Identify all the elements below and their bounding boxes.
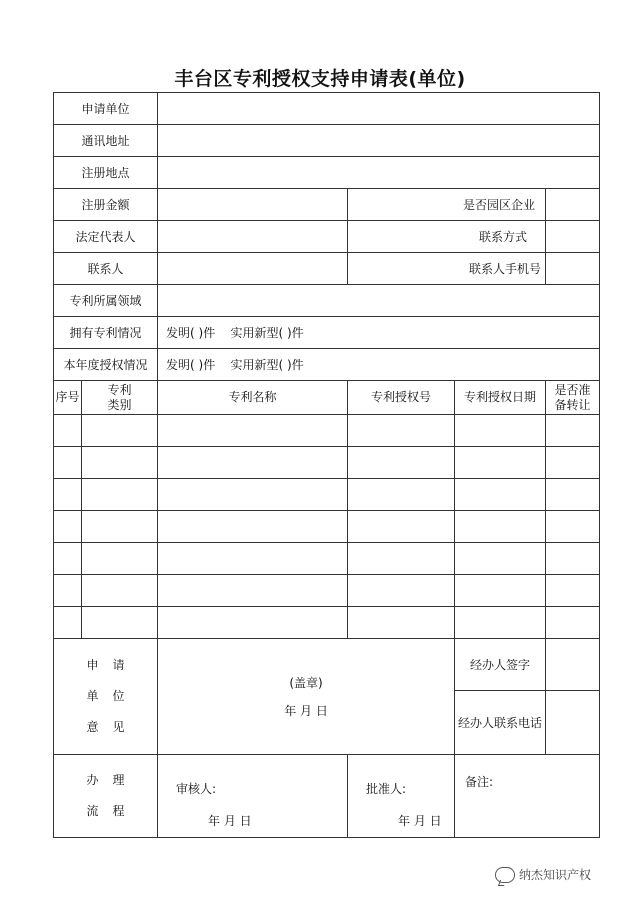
handler-phone-label: 经办人联系电话: [455, 691, 546, 755]
table-cell[interactable]: [54, 575, 82, 607]
legal-rep-field[interactable]: [158, 221, 348, 253]
owned-patents-label: 拥有专利情况: [54, 317, 158, 349]
address-label: 通讯地址: [54, 125, 158, 157]
row-opinion-top: [54, 639, 600, 691]
col-type: [82, 381, 158, 415]
contact-method-label: 联系方式: [348, 221, 546, 253]
contact-person-field[interactable]: [158, 253, 348, 285]
row-legal-rep: [54, 221, 600, 253]
process-label-line1: 办理: [86, 773, 139, 787]
table-cell[interactable]: [455, 415, 546, 447]
table-row: [54, 479, 600, 511]
patent-field-label: 专利所属领域: [54, 285, 158, 317]
handler-sign-label: 经办人签字: [455, 639, 546, 691]
form-title: 丰台区专利授权支持申请表(单位): [174, 68, 466, 90]
remarks-cell[interactable]: [455, 755, 600, 838]
remarks-label: 备注:: [465, 775, 494, 789]
table-cell[interactable]: [348, 543, 455, 575]
row-year-granted: [54, 349, 600, 381]
row-registered-place: [54, 157, 600, 189]
row-address: [54, 125, 600, 157]
table-cell[interactable]: [158, 415, 348, 447]
row-process: [54, 755, 600, 838]
approver-cell[interactable]: [348, 755, 455, 838]
table-cell[interactable]: [348, 479, 455, 511]
col-type-line1: 专利: [107, 382, 132, 397]
table-cell[interactable]: [546, 479, 600, 511]
table-cell[interactable]: [455, 447, 546, 479]
row-registered-capital: [54, 189, 600, 221]
year-granted-field[interactable]: 发明( )件 实用新型( )件: [158, 349, 600, 381]
registered-capital-label: 注册金额: [54, 189, 158, 221]
handler-phone-field[interactable]: [546, 691, 600, 755]
table-cell[interactable]: [82, 447, 158, 479]
table-cell[interactable]: [158, 479, 348, 511]
table-cell[interactable]: [158, 511, 348, 543]
table-cell[interactable]: [455, 543, 546, 575]
opinion-label: [54, 639, 158, 755]
table-cell[interactable]: [54, 543, 82, 575]
table-cell[interactable]: [546, 415, 600, 447]
table-cell[interactable]: [158, 543, 348, 575]
process-label-line2: 流程: [86, 804, 139, 818]
table-cell[interactable]: [82, 607, 158, 639]
reviewer-cell[interactable]: [158, 755, 348, 838]
approver-date: 年 月 日: [398, 814, 442, 828]
col-name: 专利名称: [158, 381, 348, 415]
table-cell[interactable]: [82, 543, 158, 575]
table-row: [54, 575, 600, 607]
seal-text: (盖章): [289, 675, 323, 690]
owned-patents-field[interactable]: 发明( )件 实用新型( )件: [158, 317, 600, 349]
table-row: [54, 447, 600, 479]
watermark-text: 纳杰知识产权: [519, 868, 592, 882]
table-row: [54, 415, 600, 447]
is-park-enterprise-label: 是否园区企业: [348, 189, 546, 221]
col-transfer: [546, 381, 600, 415]
opinion-seal-area[interactable]: [158, 639, 455, 755]
approver-label: 批准人:: [366, 782, 407, 796]
address-field[interactable]: [158, 125, 600, 157]
legal-rep-label: 法定代表人: [54, 221, 158, 253]
registered-place-field[interactable]: [158, 157, 600, 189]
table-cell[interactable]: [455, 575, 546, 607]
year-granted-label: 本年度授权情况: [54, 349, 158, 381]
table-cell[interactable]: [546, 575, 600, 607]
table-cell[interactable]: [54, 479, 82, 511]
table-cell[interactable]: [455, 511, 546, 543]
table-cell[interactable]: [54, 447, 82, 479]
opinion-label-line3: 意见: [86, 720, 139, 734]
table-cell[interactable]: [54, 415, 82, 447]
patent-table-header: [54, 381, 600, 415]
registered-capital-field[interactable]: [158, 189, 348, 221]
opinion-label-line1: 申请: [86, 658, 139, 672]
table-cell[interactable]: [546, 447, 600, 479]
table-cell[interactable]: [82, 415, 158, 447]
row-applicant-unit: [54, 93, 600, 125]
opinion-date: 年 月 日: [284, 703, 328, 718]
table-cell[interactable]: [546, 607, 600, 639]
handler-sign-field[interactable]: [546, 639, 600, 691]
table-row: [54, 511, 600, 543]
col-transfer-line2: 备转让: [554, 397, 591, 412]
table-cell[interactable]: [348, 415, 455, 447]
table-cell[interactable]: [82, 479, 158, 511]
contact-person-label: 联系人: [54, 253, 158, 285]
reviewer-label: 审核人:: [176, 782, 217, 796]
col-type-line2: 类别: [107, 397, 132, 412]
table-cell[interactable]: [82, 511, 158, 543]
table-cell[interactable]: [158, 607, 348, 639]
application-form-table: [53, 92, 600, 838]
table-row: [54, 607, 600, 639]
table-cell[interactable]: [158, 575, 348, 607]
reviewer-date: 年 月 日: [208, 814, 252, 828]
table-cell[interactable]: [348, 575, 455, 607]
col-transfer-line1: 是否准: [554, 382, 591, 397]
table-cell[interactable]: [455, 607, 546, 639]
table-row: [54, 543, 600, 575]
table-cell[interactable]: [82, 575, 158, 607]
table-cell[interactable]: [546, 543, 600, 575]
watermark: [495, 866, 591, 883]
registered-place-label: 注册地点: [54, 157, 158, 189]
table-cell[interactable]: [455, 479, 546, 511]
table-cell[interactable]: [158, 447, 348, 479]
opinion-label-line2: 单位: [86, 689, 139, 703]
col-number: 专利授权号: [348, 381, 455, 415]
contact-mobile-label: 联系人手机号: [348, 253, 546, 285]
applicant-unit-label: 申请单位: [54, 93, 158, 125]
row-owned-patents: [54, 317, 600, 349]
contact-method-field[interactable]: [546, 221, 600, 253]
col-serial: 序号: [54, 381, 82, 415]
applicant-unit-field[interactable]: [158, 93, 600, 125]
patent-field-field[interactable]: [158, 285, 600, 317]
table-cell[interactable]: [348, 511, 455, 543]
contact-mobile-field[interactable]: [546, 253, 600, 285]
is-park-enterprise-field[interactable]: [546, 189, 600, 221]
table-cell[interactable]: [54, 511, 82, 543]
wechat-icon: [495, 867, 515, 883]
col-date: 专利授权日期: [455, 381, 546, 415]
row-contact-person: [54, 253, 600, 285]
process-label: [54, 755, 158, 838]
row-patent-field: [54, 285, 600, 317]
table-cell[interactable]: [348, 607, 455, 639]
table-cell[interactable]: [348, 447, 455, 479]
table-cell[interactable]: [54, 607, 82, 639]
table-cell[interactable]: [546, 511, 600, 543]
